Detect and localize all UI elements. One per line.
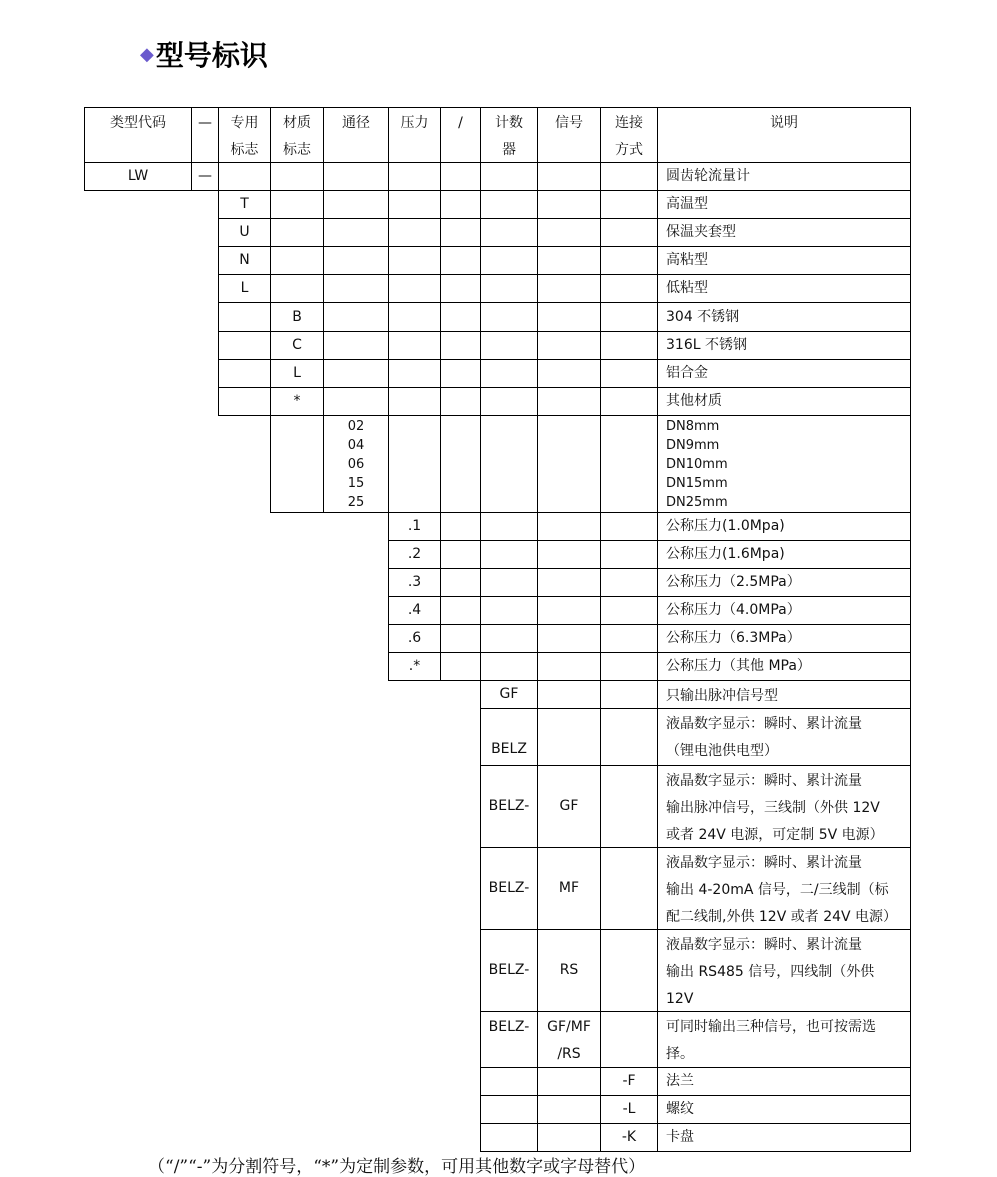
special-code-cell-text: T (240, 196, 249, 212)
pressure-code-cell (388, 512, 441, 541)
empty-cell (600, 331, 658, 360)
signal-code-cell-text: GF (559, 798, 579, 814)
pressure-code-cell-text: .6 (407, 630, 422, 646)
description-cell-text: 其他材质 (666, 393, 722, 409)
connection-code-cell-text: -L (622, 1101, 636, 1117)
description-cell (657, 929, 911, 1012)
empty-cell (480, 218, 538, 247)
description-cell (657, 765, 911, 848)
empty-cell (323, 246, 389, 275)
description-cell (657, 190, 911, 219)
empty-cell (537, 190, 601, 219)
description-cell-text: 公称压力(1.6Mpa) (666, 546, 785, 562)
description-cell-text: 螺纹 (666, 1101, 694, 1117)
material-code-cell-text: C (292, 337, 302, 353)
empty-cell (440, 302, 481, 332)
empty-cell (480, 415, 538, 513)
header-description-text: 说明 (770, 115, 798, 131)
meter-code-cell (480, 1011, 538, 1068)
empty-cell (480, 359, 538, 388)
header-slash-text: / (458, 115, 463, 131)
description-cell-text: 只输出脉冲信号型 (666, 688, 778, 704)
empty-cell (537, 246, 601, 275)
description-cell (657, 652, 911, 681)
empty-cell (537, 512, 601, 541)
empty-cell (537, 1123, 601, 1152)
material-code-cell-text: * (293, 393, 301, 409)
empty-cell (600, 765, 658, 848)
description-cell-text: 液晶数字显示：瞬时、累计流量 输出 RS485 信号，四线制（外供 12V (666, 937, 875, 1007)
empty-cell (600, 246, 658, 275)
empty-cell (600, 190, 658, 219)
bore-description-cell (657, 415, 911, 513)
header-bore (323, 107, 389, 163)
description-cell (657, 680, 911, 709)
meter-code-cell (480, 708, 538, 766)
header-dash (191, 107, 219, 163)
empty-cell (440, 274, 481, 303)
connection-code-cell-text: -K (621, 1129, 637, 1145)
special-code-cell (218, 246, 271, 275)
empty-cell (480, 274, 538, 303)
empty-cell (480, 190, 538, 219)
empty-cell (600, 162, 658, 191)
description-cell-text: 液晶数字显示：瞬时、累计流量 输出 4-20mA 信号，二/三线制（标 配二线制,外供 12V 或者 24V 电源） (666, 855, 898, 925)
signal-code-cell (537, 680, 601, 709)
connection-code-cell (600, 1095, 658, 1124)
pressure-code-cell (388, 596, 441, 625)
section-title (140, 34, 268, 74)
empty-cell (218, 302, 271, 332)
empty-cell (388, 246, 441, 275)
empty-cell (480, 331, 538, 360)
empty-cell (388, 162, 441, 191)
type-code-cell (84, 162, 192, 191)
special-code-cell (218, 190, 271, 219)
description-cell (657, 1123, 911, 1152)
empty-cell (480, 568, 538, 597)
meter-code-cell-text: GF (499, 686, 519, 702)
description-cell (657, 540, 911, 569)
header-material-mark-text: 材质 标志 (283, 115, 311, 158)
material-code-cell (270, 302, 324, 332)
empty-cell (440, 415, 481, 513)
empty-cell (600, 218, 658, 247)
material-code-cell (270, 331, 324, 360)
description-cell-text: 低粘型 (666, 280, 708, 296)
signal-code-cell-text: MF (558, 880, 580, 896)
empty-cell (600, 274, 658, 303)
special-code-cell-text: U (239, 224, 250, 240)
pressure-code-cell-text: .1 (407, 518, 422, 534)
empty-cell (537, 218, 601, 247)
description-cell (657, 387, 911, 416)
description-cell-text: 高粘型 (666, 252, 708, 268)
header-slash (440, 107, 481, 163)
description-cell-text: 圆齿轮流量计 (666, 168, 750, 184)
description-cell-text: 法兰 (666, 1073, 694, 1089)
meter-code-cell (480, 847, 538, 930)
header-pressure (388, 107, 441, 163)
empty-cell (537, 652, 601, 681)
bore-description-cell-text: DN8mm DN9mm DN10mm DN15mm DN25mm (666, 418, 728, 510)
meter-code-cell-text: BELZ- (488, 880, 530, 896)
description-cell (657, 708, 911, 766)
description-cell (657, 512, 911, 541)
empty-cell (600, 359, 658, 388)
header-signal (537, 107, 601, 163)
empty-cell (270, 218, 324, 247)
empty-cell (388, 415, 441, 513)
empty-cell (270, 246, 324, 275)
empty-cell (600, 540, 658, 569)
empty-cell (440, 540, 481, 569)
diamond-bullet-icon: ◆ (140, 43, 154, 65)
description-cell-text: 公称压力（其他 MPa） (666, 658, 811, 674)
signal-code-cell-text: RS (559, 962, 579, 978)
header-dash-text: — (198, 115, 212, 131)
description-cell-text: 高温型 (666, 196, 708, 212)
material-code-cell-text: L (293, 365, 301, 381)
empty-cell (270, 274, 324, 303)
empty-cell (537, 624, 601, 653)
header-bore-text: 通径 (342, 115, 370, 131)
empty-cell (600, 387, 658, 416)
empty-cell (440, 652, 481, 681)
empty-cell (600, 596, 658, 625)
empty-cell (388, 218, 441, 247)
pressure-code-cell-text: .3 (407, 574, 422, 590)
pressure-code-cell-text: .* (408, 658, 421, 674)
empty-cell (537, 415, 601, 513)
header-type-code (84, 107, 192, 163)
dash-cell-text: — (198, 168, 212, 184)
signal-code-cell (537, 1011, 601, 1068)
signal-code-cell (537, 765, 601, 848)
empty-cell (480, 652, 538, 681)
pressure-code-cell-text: .4 (407, 602, 422, 618)
pressure-code-cell (388, 624, 441, 653)
empty-cell (218, 331, 271, 360)
description-cell (657, 246, 911, 275)
empty-cell (600, 415, 658, 513)
meter-code-cell (480, 929, 538, 1012)
empty-cell (480, 596, 538, 625)
header-signal-text: 信号 (555, 115, 583, 131)
description-cell-text: 公称压力（6.3MPa） (666, 630, 801, 646)
empty-cell (323, 302, 389, 332)
header-connection-text: 连接 方式 (615, 115, 643, 158)
empty-cell (537, 540, 601, 569)
header-description (657, 107, 911, 163)
description-cell (657, 162, 911, 191)
header-meter (480, 107, 538, 163)
signal-code-cell (537, 929, 601, 1012)
empty-cell (537, 331, 601, 360)
meter-code-cell (480, 765, 538, 848)
empty-cell (388, 302, 441, 332)
description-cell-text: 卡盘 (666, 1129, 694, 1145)
description-cell-text: 公称压力（2.5MPa） (666, 574, 801, 590)
special-code-cell (218, 218, 271, 247)
empty-cell (388, 387, 441, 416)
description-cell (657, 218, 911, 247)
empty-cell (600, 624, 658, 653)
description-cell-text: 液晶数字显示：瞬时、累计流量 输出脉冲信号，三线制（外供 12V 或者 24V 电源，可定制 5V 电源） (666, 773, 884, 843)
empty-cell (480, 1095, 538, 1124)
bore-codes-cell-text: 02 04 06 15 25 (347, 418, 365, 510)
description-cell (657, 1011, 911, 1068)
description-cell (657, 1067, 911, 1096)
description-cell (657, 1095, 911, 1124)
empty-cell (323, 359, 389, 388)
material-code-cell (270, 359, 324, 388)
empty-cell (600, 929, 658, 1012)
empty-cell (270, 190, 324, 219)
description-cell (657, 596, 911, 625)
description-cell-text: 铝合金 (666, 365, 708, 381)
header-connection (600, 107, 658, 163)
header-special-mark-text: 专用 标志 (230, 115, 259, 158)
empty-cell (537, 1067, 601, 1096)
empty-cell (218, 162, 271, 191)
empty-cell (600, 847, 658, 930)
empty-cell (600, 568, 658, 597)
meter-code-cell-text: BELZ (491, 741, 527, 757)
empty-cell (218, 359, 271, 388)
special-code-cell (218, 274, 271, 303)
description-cell-text: 304 不锈钢 (666, 308, 740, 325)
empty-cell (537, 387, 601, 416)
empty-cell (480, 246, 538, 275)
pressure-code-cell (388, 652, 441, 681)
empty-cell (480, 1067, 538, 1096)
empty-cell (537, 1095, 601, 1124)
empty-cell (323, 162, 389, 191)
empty-cell (388, 190, 441, 219)
empty-cell (537, 359, 601, 388)
empty-cell (480, 512, 538, 541)
empty-cell (440, 190, 481, 219)
header-type-code-text: 类型代码 (110, 115, 166, 131)
empty-cell (440, 568, 481, 597)
meter-code-cell-text: BELZ- (488, 1019, 530, 1035)
empty-cell (388, 331, 441, 360)
pressure-code-cell (388, 540, 441, 569)
empty-cell (537, 162, 601, 191)
empty-cell (537, 596, 601, 625)
pressure-code-cell (388, 568, 441, 597)
empty-cell (218, 387, 271, 416)
description-cell (657, 331, 911, 360)
signal-code-cell-text: GF/MF /RS (547, 1019, 591, 1062)
empty-cell (600, 302, 658, 332)
description-cell (657, 274, 911, 303)
header-material-mark (270, 107, 324, 163)
empty-cell (323, 218, 389, 247)
empty-cell (600, 708, 658, 766)
empty-cell (537, 568, 601, 597)
page-title: 型号标识 (155, 39, 268, 72)
empty-cell (600, 1011, 658, 1068)
description-cell-text: 公称压力（4.0MPa） (666, 602, 801, 618)
empty-cell (440, 596, 481, 625)
empty-cell (440, 162, 481, 191)
connection-code-cell-text: -F (622, 1073, 636, 1089)
header-pressure-text: 压力 (400, 115, 429, 131)
empty-cell (480, 162, 538, 191)
empty-cell (440, 624, 481, 653)
empty-cell (440, 331, 481, 360)
empty-cell (537, 302, 601, 332)
header-special-mark (218, 107, 271, 163)
empty-cell (480, 387, 538, 416)
signal-code-cell (537, 708, 601, 766)
bore-codes-cell (323, 415, 389, 513)
meter-code-cell (480, 680, 538, 709)
empty-cell (480, 540, 538, 569)
special-code-cell-text: L (240, 280, 249, 296)
empty-cell (440, 359, 481, 388)
empty-cell (440, 387, 481, 416)
empty-cell (440, 512, 481, 541)
footnote: （“/”“-”为分割符号，“*”为定制参数，可用其他数字或字母替代） (148, 1157, 646, 1177)
empty-cell (480, 1123, 538, 1152)
description-cell (657, 847, 911, 930)
connection-code-cell (600, 1067, 658, 1096)
empty-cell (323, 387, 389, 416)
empty-cell (323, 274, 389, 303)
empty-cell (323, 190, 389, 219)
header-meter-text: 计数 器 (495, 115, 523, 158)
empty-cell (600, 652, 658, 681)
description-cell (657, 359, 911, 388)
empty-cell (323, 331, 389, 360)
meter-code-cell-text: BELZ- (488, 962, 530, 978)
empty-cell (270, 162, 324, 191)
empty-cell (388, 359, 441, 388)
description-cell-text: 保温夹套型 (666, 224, 736, 240)
description-cell (657, 568, 911, 597)
empty-cell (270, 415, 324, 513)
description-cell (657, 624, 911, 653)
description-cell-text: 液晶数字显示：瞬时、累计流量 （锂电池供电型） (666, 716, 862, 759)
empty-cell (388, 274, 441, 303)
description-cell-text: 316L 不锈钢 (666, 337, 747, 353)
signal-code-cell (537, 847, 601, 930)
type-code-cell-text: LW (127, 168, 149, 184)
empty-cell (480, 302, 538, 332)
material-code-cell (270, 387, 324, 416)
empty-cell (440, 218, 481, 247)
special-code-cell-text: N (239, 252, 250, 268)
pressure-code-cell-text: .2 (407, 546, 422, 562)
empty-cell (537, 274, 601, 303)
empty-cell (600, 680, 658, 709)
empty-cell (440, 246, 481, 275)
material-code-cell-text: B (292, 308, 302, 325)
description-cell-text: 公称压力(1.0Mpa) (666, 518, 785, 534)
empty-cell (600, 512, 658, 541)
description-cell (657, 302, 911, 332)
empty-cell (480, 624, 538, 653)
dash-cell (191, 162, 219, 191)
meter-code-cell-text: BELZ- (488, 798, 530, 814)
description-cell-text: 可同时输出三种信号，也可按需选 择。 (666, 1019, 876, 1062)
connection-code-cell (600, 1123, 658, 1152)
